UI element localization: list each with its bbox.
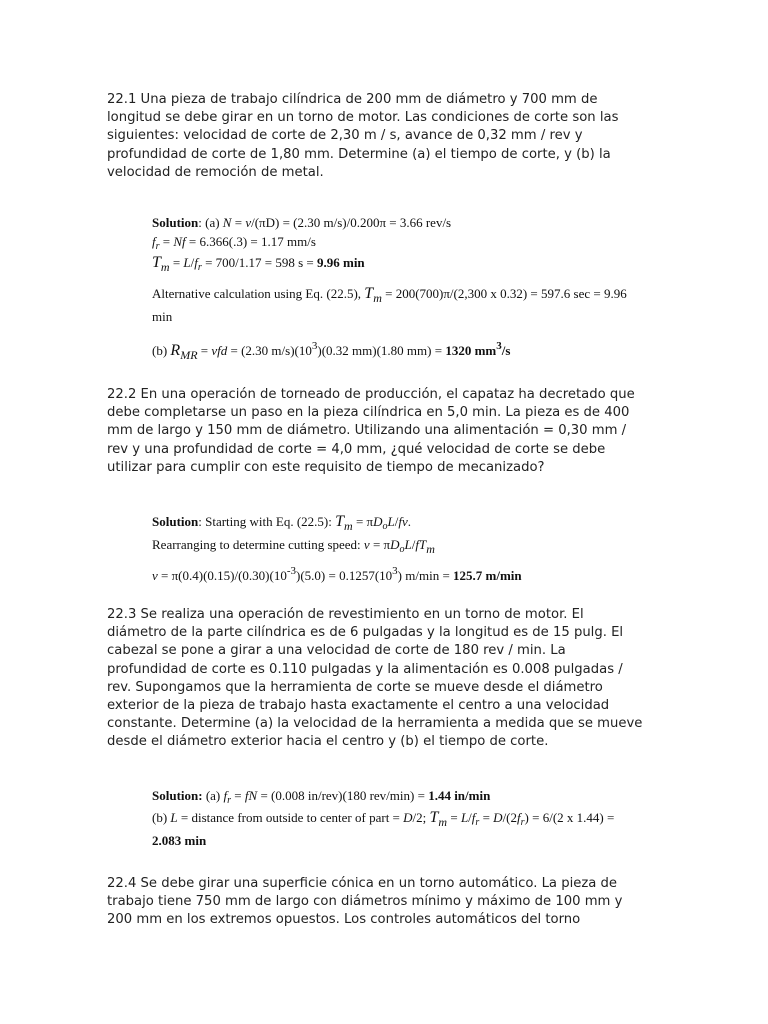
problem-22-2: 22.2 En una operación de torneado de producción, el capataz ha decretado que debe completarse un paso en la pieza cilíndrica en 5,0 min. La pieza es de 400 mm de largo y 150 mm de diámetro. Utilizando una alimentación = 0,30 mm / rev y una profundidad de corte = 4,0 mm, ¿qué velocidad de corte se debe utilizar para cumplir con este requisito de tiempo de mecanizado? [107, 387, 635, 475]
solution-label: Solution: [152, 788, 203, 803]
problem-22-4: 22.4 Se debe girar una superficie cónica en un torno automático. La pieza de trabajo tiene 750 mm de largo con diámetros mínimo y máximo de 100 mm y 200 mm en los extremos opuestos. Los controles automáticos del torno [107, 876, 623, 928]
answer-22-1-a: 9.96 min [316, 255, 365, 270]
answer-22-3-a: 1.44 in/min [428, 788, 491, 803]
answer-22-1-b: 1320 $mm^3/s$ [445, 340, 511, 358]
solution-22-1-line-b: (b) RMR = vfd = (2.30 $m/s)(10^3)(0.32$ mm)(1.80 mm) = 1320 $mm^3/s$ [152, 340, 511, 362]
solution-22-1-line-tm: $Tm = L/f_r = 700/1.17 = 598$ s = 9.96 min [152, 254, 365, 274]
solution-22-1-line-alt-cont: min [152, 309, 173, 324]
answer-22-3-b: 2.083 min [152, 833, 207, 848]
solution-22-3-line-b: (b) L = distance from outside to center of part = D/2; $Tm = L/f_r = D/(2f_r) = 6/(2$ x 1.44) = [152, 809, 615, 829]
solution-label: Solution [152, 215, 199, 230]
problem-22-3: 22.3 Se realiza una operación de revestimiento en un torno de motor. El diámetro de la parte cilíndrica es de 6 pulgadas y la longitud es de 15 pulg. El cabezal se pone a girar a una velocidad de corte de 180 rev / min. La profundidad de corte es 0.110 pulgadas y la alimentación es 0.008 pulgadas / rev. Supongamos que la herramienta de corte se mueve desde el diámetro exterior de la pieza de trabajo hasta exactamente el centro a una velocidad constante. Determine (a) la velocidad de la herramienta a medida que se mueve desde el diámetro exterior hacia el centro y (b) el tiempo de corte. [107, 607, 643, 750]
solution-22-2-line-1: Solution: Starting with Eq. (22.5): $Tm = \pi D_oL/fv$. [152, 513, 411, 533]
solution-22-1-line-fr: $f_r = Nf = 6.366(.3) = 1.17$ mm/s [152, 234, 316, 252]
solution-22-1-line-a: Solution: (a) N = v/(πD) = (2.30 m/s)/0.200π = 3.66 rev/s [152, 215, 452, 230]
solution-label: Solution [152, 514, 199, 529]
solution-22-2-line-3: $v = \pi(0.4)(0.15)/(0.30)(10^{-3})(5.0) = 0.1257(10^3) m/\min = 125.7$ m/min [152, 565, 522, 583]
problem-22-1: 22.1 Una pieza de trabajo cilíndrica de 200 mm de diámetro y 700 mm de longitud se debe girar en un torno de motor. Las condiciones de corte son las siguientes: velocidad de corte de 2,30 m / s, avance de 0,32 mm / rev y profundidad de corte de 1,80 mm. Determine (a) el tiempo de corte, y (b) la velocidad de remoción de metal. [107, 92, 619, 180]
solution-22-3-line-a: Solution: (a) $f_r$ = fN = (0.008 in/rev)(180 rev/min) = 1.44 in/min [152, 788, 491, 806]
solution-22-1-line-alt: Alternative calculation using Eq. (22.5), Tm = 200(700)π/(2,300 x 0.32) = 597.6 sec = 9.96 [152, 285, 627, 305]
answer-22-2: 125.7 m/min [453, 568, 522, 583]
solution-22-2-line-2: Rearranging to determine cutting speed: $v = \pi D_oL$/fTm [152, 537, 435, 556]
solution-22-3-line-ans [152, 832, 206, 849]
